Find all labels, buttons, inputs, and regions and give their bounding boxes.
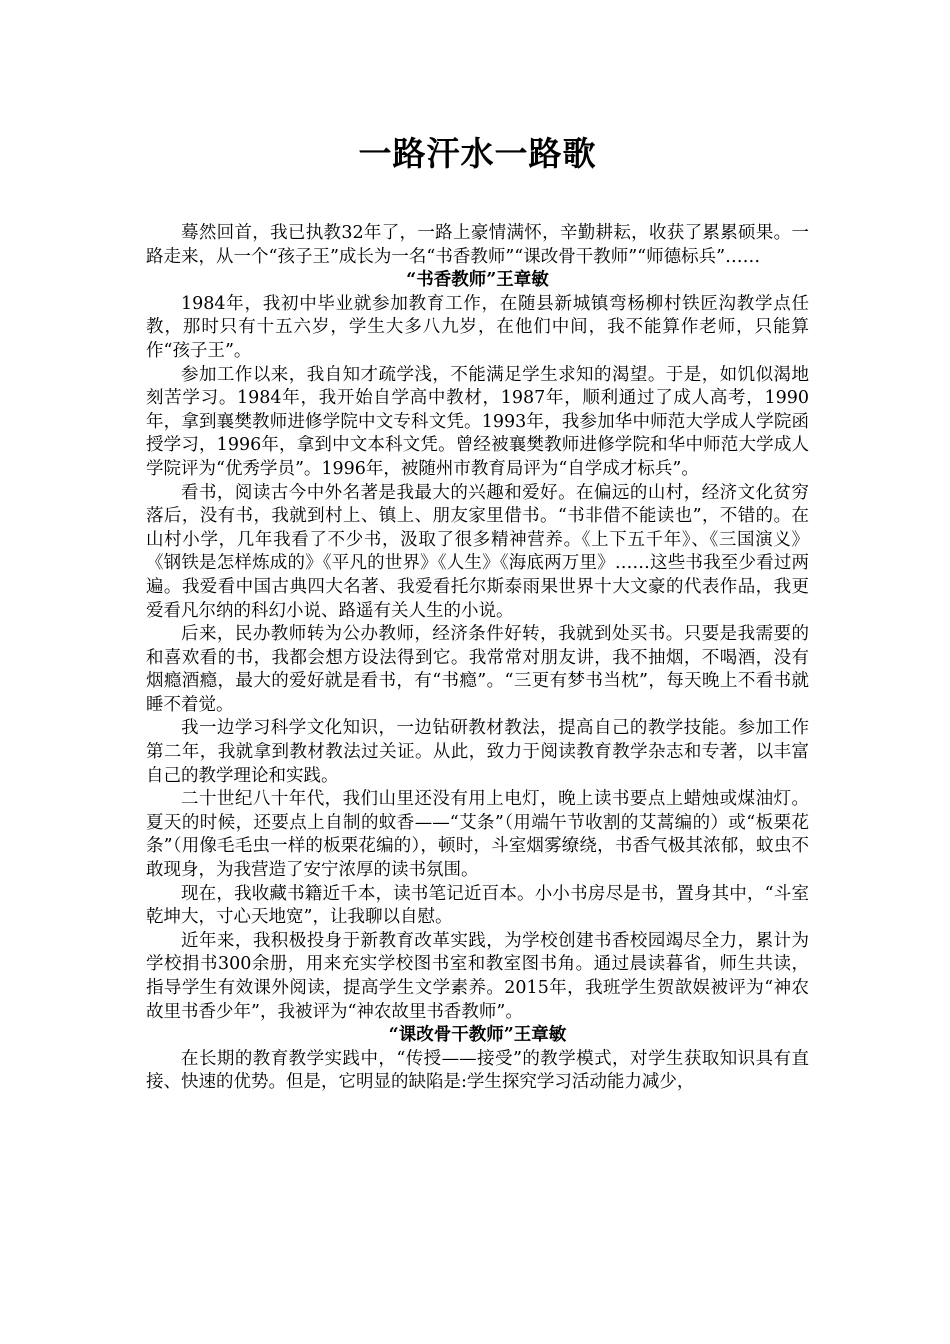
document-body	[146, 222, 809, 1095]
body-paragraph: 后来，民办教师转为公办教师，经济条件好转，我就到处买书。只要是我需要的和喜欢看的书，我都会想方设法得到它。我常常对朋友讲，我不抽烟，不喝酒，没有烟瘾酒瘾，最大的爱好就是看书，有“书瘾”。“三更有梦书当枕”，每天晚上不看书就睡不着觉。	[146, 624, 809, 715]
body-paragraph: 参加工作以来，我自知才疏学浅，不能满足学生求知的渴望。于是，如饥似渴地刻苦学习。1984年，我开始自学高中教材，1987年，顺利通过了成人高考，1990年，拿到襄樊教师进修学院中文专科文凭。1993年，我参加华中师范大学成人学院函授学习，1996年，拿到中文本科文凭。曾经被襄樊教师进修学院和华中师范大学成人学院评为“优秀学员”。1996年，被随州市教育局评为“自学成才标兵”。	[146, 364, 809, 479]
body-paragraph: 我一边学习科学文化知识，一边钻研教材教法，提高自己的教学技能。参加工作第二年，我就拿到教材教法过关证。从此，致力于阅读教育教学杂志和专著，以丰富自己的教学理论和实践。	[146, 718, 809, 786]
body-paragraph: 现在，我收藏书籍近千本，读书笔记近百本。小小书房尽是书，置身其中，“斗室乾坤大，寸心天地宽”，让我聊以自慰。	[146, 883, 809, 928]
document-page	[146, 0, 809, 1095]
body-paragraph: 近年来，我积极投身于新教育改革实践，为学校创建书香校园竭尽全力，累计为学校捐书300余册，用来充实学校图书室和教室图书角。通过晨读暮省，师生共读，指导学生有效课外阅读，提高学生文学素养。2015年，我班学生贺歆娱被评为“神农故里书香少年”，我被评为“神农故里书香教师”。	[146, 930, 809, 1022]
body-paragraph: 在长期的教育教学实践中，“传授——接受”的教学模式，对学生获取知识具有直接、快速的优势。但是，它明显的缺陷是:学生探究学习活动能力减少，	[146, 1048, 809, 1093]
body-paragraph: 看书，阅读古今中外名著是我最大的兴趣和爱好。在偏远的山村，经济文化贫穷落后，没有书，我就到村上、镇上、朋友家里借书。“书非借不能读也”，不错的。在山村小学，几年我看了不少书，汲取了很多精神营养。《上下五千年》、《三国演义》《钢铁是怎样炼成的》《平凡的世界》《人生》《海底两万里》……这些书我至少看过两遍。我爱看中国古典四大名著、我爱看托尔斯泰雨果世界十大文豪的代表作品，我更爱看凡尔纳的科幻小说、路遥有关人生的小说。	[146, 482, 809, 621]
section-heading: “课改骨干教师”王章敏	[388, 1025, 567, 1046]
document-title: 一路汗水一路歌	[358, 134, 597, 173]
section-heading: “书香教师”王章敏	[406, 270, 549, 291]
body-paragraph: 二十世纪八十年代，我们山里还没有用上电灯，晚上读书要点上蜡烛或煤油灯。夏天的时候，还要点上自制的蚊香——“艾条”（用端午节收割的艾蒿编的）或“板栗花条”（用像毛毛虫一样的板栗花编的），顿时，斗室烟雾缭绕，书香气极其浓郁，蚊虫不敢现身，为我营造了安宁浓厚的读书氛围。	[146, 789, 809, 881]
body-paragraph: 1984年，我初中毕业就参加教育工作，在随县新城镇弯杨柳村铁匠沟教学点任教，那时只有十五六岁，学生大多八九岁，在他们中间，我不能算作老师，只能算作“孩子王”。	[146, 293, 809, 361]
intro-paragraph: 蓦然回首，我已执教32年了，一路上豪情满怀，辛勤耕耘，收获了累累硕果。一路走来，从一个“孩子王”成长为一名“书香教师”“课改骨干教师”“师德标兵”……	[146, 223, 809, 267]
